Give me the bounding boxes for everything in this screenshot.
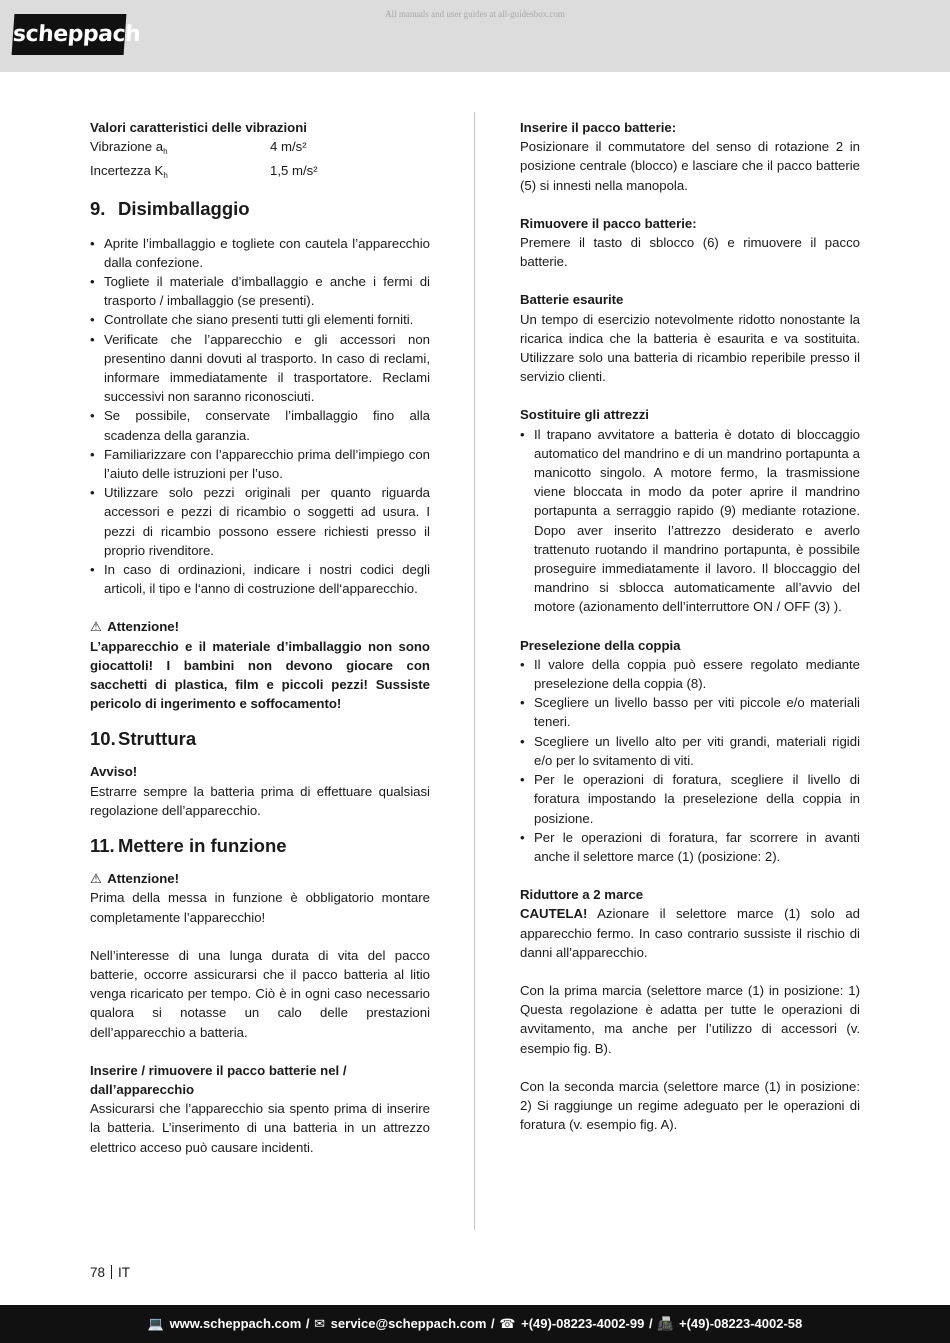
- unpacking-list-item: • Utilizzare solo pezzi originali per quanto riguarda accessori e pezzi di ricambio o soggetti ad usura. I pezzi di ricambio possono essere richiesti presso il proprio rivenditore.: [90, 483, 430, 560]
- warning-icon: ⚠: [90, 871, 102, 887]
- scheppach-logo: scheppach: [12, 14, 127, 55]
- torque-title: Preselezione della coppia: [520, 637, 681, 653]
- gear-first-text: Con la prima marcia (selettore marce (1) in posizione: 1) Questa regolazione è adatta per tutte le operazioni di avvitamento, ma anche per l’utilizzo di accessori (v. esempio fig. B).: [520, 982, 860, 1056]
- footer-web[interactable]: www.scheppach.com: [169, 1316, 302, 1331]
- page-footer: 💻 www.scheppach.com / ✉ service@scheppach.com / ☎ +(49)-08223-4002-99 / 📠 +(49)-08223-4002-58: [0, 1305, 950, 1343]
- vibration-value: 4 m/s²: [270, 139, 307, 155]
- header-note: All manuals and user guides at all-guidesbox.com: [385, 9, 565, 19]
- unpacking-list-item: • Togliete il materiale d’imballaggio e anche i fermi di trasporto / imballaggio (se presenti).: [90, 272, 430, 310]
- remove-text: Premere il tasto di sblocco (6) e rimuovere il pacco batterie.: [520, 235, 860, 270]
- warning-1-text: L’apparecchio e il materiale d’imballaggio non sono giocattoli! I bambini non devono giocare con sacchetti di plastica, film e piccoli pezzi! Sussiste pericolo di ingerimento e soffocamento!: [90, 638, 430, 712]
- torque-list-item: • Per le operazioni di foratura, scegliere il livello di foratura impostando la preselezione della coppia in posizione.: [520, 770, 860, 828]
- gear-title: Riduttore a 2 marce: [520, 887, 644, 903]
- right-column: [520, 118, 860, 1134]
- vibration-row: [90, 137, 430, 161]
- uncertainty-value: 1,5 m/s²: [270, 163, 318, 179]
- tools-list: [520, 425, 860, 617]
- footer-fax: +(49)-08223-4002-58: [679, 1316, 803, 1331]
- warning-icon: ⚠: [90, 619, 102, 635]
- gear-second-text: Con la seconda marcia (selettore marce (1) in posizione: 2) Si raggiunge un regime adeguato per le operazioni di foratura (v. esempio fig. A).: [520, 1078, 860, 1133]
- torque-list-item: • Per le operazioni di foratura, far scorrere in avanti anche il selettore marce (1) (posizione: 2).: [520, 828, 860, 866]
- section-11-heading: 11. Mettere in funzione: [90, 835, 287, 857]
- vibration-title: Valori caratteristici delle vibrazioni: [90, 120, 307, 135]
- computer-icon: 💻: [147, 1316, 164, 1331]
- left-column: [90, 118, 430, 1157]
- uncertainty-label: Incertezza $K_h$: [90, 163, 168, 181]
- uncertainty-row: [90, 161, 430, 185]
- warning-2-title: ⚠ Attenzione!: [90, 869, 430, 888]
- torque-list-item: • Scegliere un livello basso per viti piccole e/o materiali teneri.: [520, 693, 860, 731]
- tools-title: Sostituire gli attrezzi: [520, 407, 649, 423]
- unpacking-list: [90, 234, 430, 599]
- column-divider: [474, 112, 475, 1230]
- footer-phone: +(49)-08223-4002-99: [521, 1316, 645, 1331]
- unpacking-list-item: • Aprite l’imballaggio e togliete con cautela l’apparecchio dalla confezione.: [90, 234, 430, 272]
- footer-email[interactable]: service@scheppach.com: [330, 1316, 487, 1331]
- page-header: [0, 0, 950, 72]
- unpacking-list-item: • Se possibile, conservate l’imballaggio fino alla scadenza della garanzia.: [90, 406, 430, 444]
- notice-title: Avviso!: [90, 764, 138, 780]
- battery-care-text: Nell’interesse di una lunga durata di vita del pacco batterie, occorre assicurarsi che il pacco batteria al litio venga ricaricato per tempo. Ciò è in ogni caso necessario qualora si notasse un calo delle prestazioni dell’apparecchio a batteria.: [90, 947, 430, 1040]
- page-number: 78 IT: [90, 1265, 131, 1280]
- torque-list: [520, 655, 860, 866]
- exhausted-text: Un tempo di esercizio notevolmente ridotto nonostante la ricarica indica che la batteria è esaurita e va sostituita. Utilizzare solo una batteria di ricambio reperibile presso il servizio clienti.: [520, 311, 860, 385]
- torque-list-item: • Il valore della coppia può essere regolato mediante preselezione della coppia (8).: [520, 655, 860, 693]
- unpacking-list-item: • Verificate che l’apparecchio e gli accessori non presentino danni dovuti al trasporto. In caso di reclami, informare immediatamente il trasportatore. Reclami successivi non saranno riconosciuti.: [90, 330, 430, 407]
- section-9-heading: 9. Disimballaggio: [90, 197, 250, 219]
- unpacking-list-item: • Familiarizzare con l’apparecchio prima dell’impiego con l’aiuto delle istruzioni per l’uso.: [90, 445, 430, 483]
- insert-text: Posizionare il commutatore del senso di rotazione 2 in posizione centrale (blocco) e lasciare che il pacco batterie (5) si innesti nella manopola.: [520, 139, 860, 193]
- insert-title: Inserire il pacco batterie:: [520, 120, 677, 135]
- warning-2-text: Prima della messa in funzione è obbligatorio montare completamente l’apparecchio!: [90, 890, 430, 925]
- torque-list-item: • Scegliere un livello alto per viti grandi, materiali rigidi e/o per lo svitamento di viti.: [520, 732, 860, 770]
- section-10-heading: 10. Struttura: [90, 728, 197, 750]
- unpacking-list-item: • In caso di ordinazioni, indicare i nostri codici degli articoli, il tipo e l‘anno di costruzione dell‘apparecchio.: [90, 560, 430, 598]
- exhausted-title: Batterie esaurite: [520, 292, 624, 308]
- mail-icon: ✉: [314, 1316, 326, 1331]
- notice-text: Estrarre sempre la batteria prima di effettuare qualsiasi regolazione dell’apparecchio.: [90, 783, 430, 818]
- unpacking-list-item: • Controllate che siano presenti tutti gli elementi forniti.: [90, 310, 430, 329]
- insert-remove-title: Inserire / rimuovere il pacco batterie nel / dall’apparecchio: [90, 1062, 347, 1097]
- fax-icon: 📠: [657, 1316, 674, 1331]
- phone-icon: ☎: [499, 1316, 516, 1331]
- vibration-label: Vibrazione $a_h$: [90, 139, 168, 157]
- warning-1-title: ⚠ Attenzione!: [90, 617, 430, 636]
- remove-title: Rimuovere il pacco batterie:: [520, 215, 697, 231]
- gear-caution: CAUTELA! Azionare il selettore marce (1) solo ad apparecchio fermo. In caso contrario sussiste il rischio di danni all’apparecchio.: [520, 906, 860, 960]
- tools-list-item: • Il trapano avvitatore a batteria è dotato di bloccaggio automatico del mandrino e di un mandrino portapunta a manicotto singolo. A motore fermo, la trasmissione viene bloccata in modo da poter aprire il mandrino portapunta a serraggio rapido (9) mediante rotazione. Dopo aver inserito l’attrezzo desiderato e averlo trattenuto ruotando il mandrino portapunta, è possibile proseguire immediatamente il lavoro. Il bloccaggio del mandrino si sblocca automaticamente all’avvio del motore (azionamento dell’interruttore ON / OFF (3) ).: [520, 425, 860, 617]
- insert-remove-text: Assicurarsi che l’apparecchio sia spento prima di inserire la batteria. L’inserimento di una batteria in un attrezzo elettrico acceso può causare incidenti.: [90, 1101, 430, 1155]
